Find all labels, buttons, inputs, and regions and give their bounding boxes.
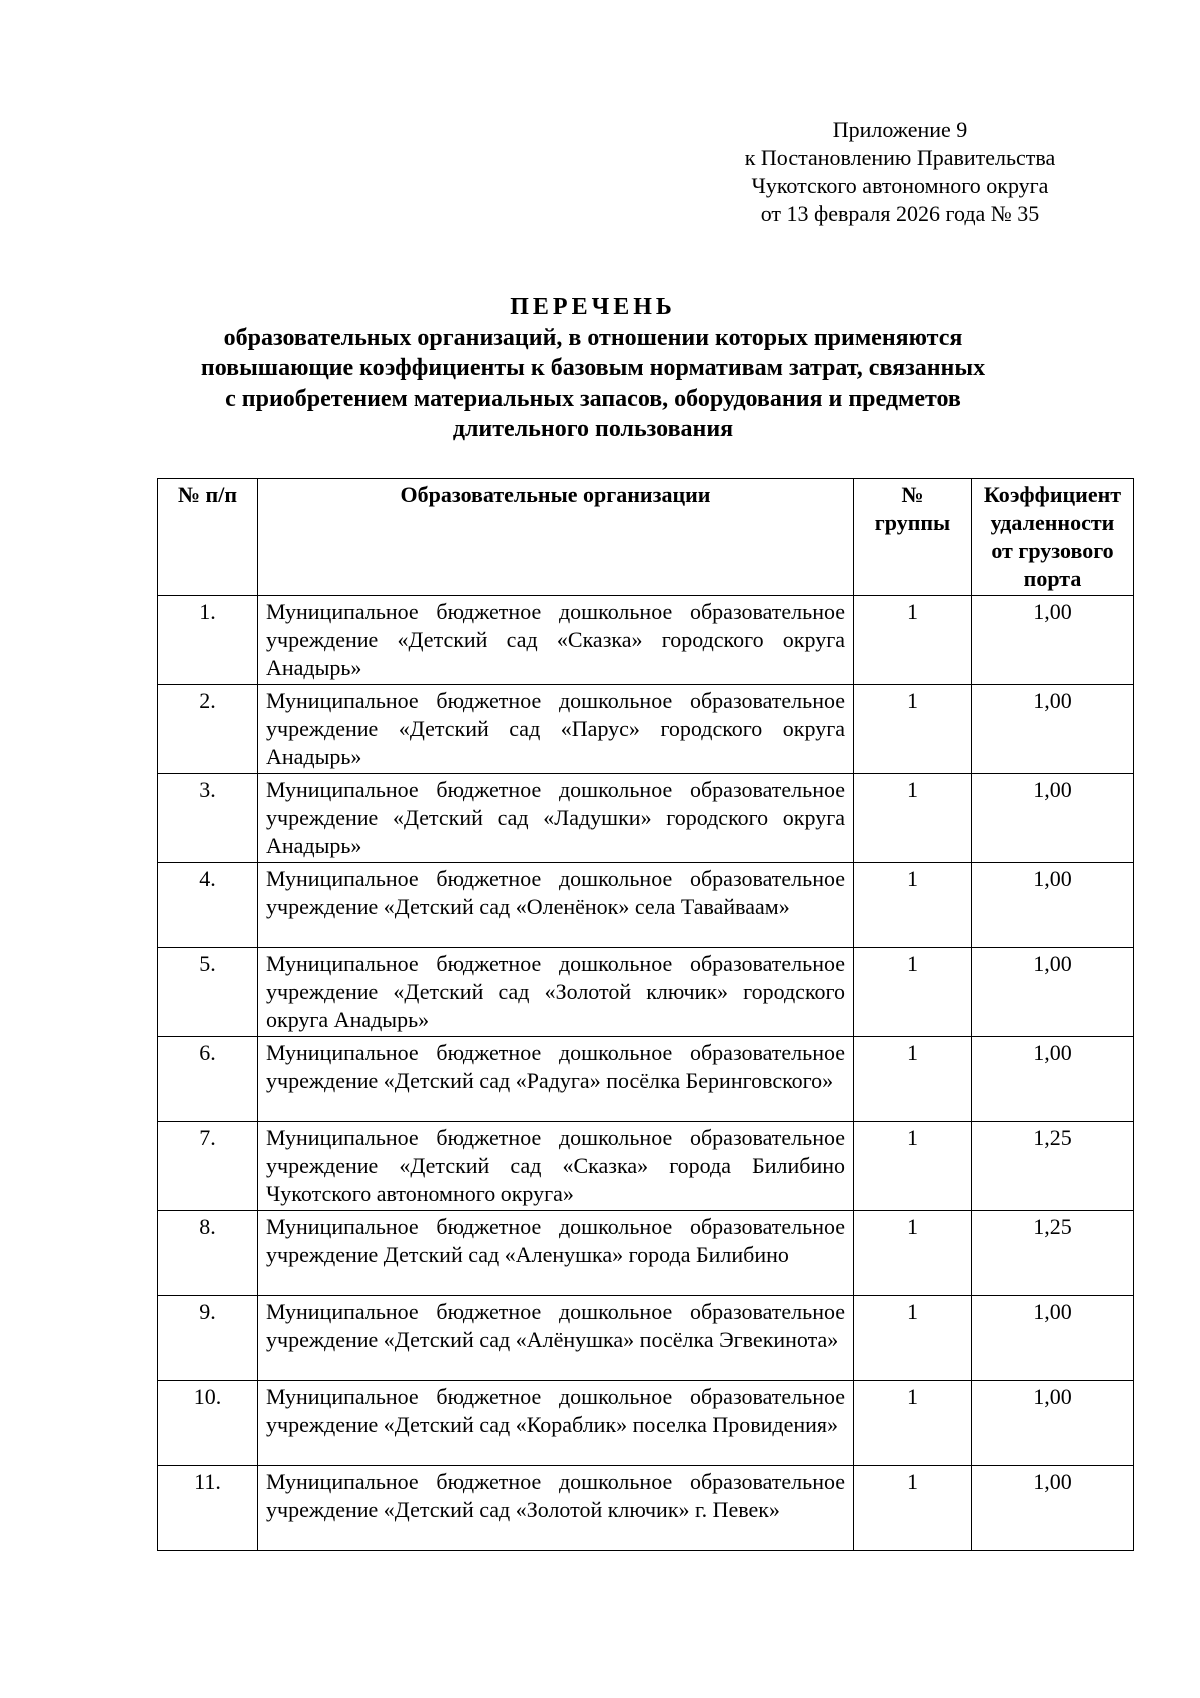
row-group: 1 (854, 1381, 972, 1466)
table-row (158, 1122, 1134, 1211)
row-org: Муниципальное бюджетное дошкольное образовательное учреждение «Детский сад «Ладушки» городского округа Анадырь» (258, 774, 854, 863)
row-coef: 1,00 (972, 948, 1134, 1037)
row-org: Муниципальное бюджетное дошкольное образовательное учреждение «Детский сад «Алёнушка» посёлка Эгвекинота» (258, 1296, 854, 1381)
document-subtitle-line: образовательных организаций, в отношении которых применяются (223, 324, 963, 351)
row-coef: 1,00 (972, 596, 1134, 685)
row-org: Муниципальное бюджетное дошкольное образовательное учреждение «Детский сад «Сказка» городского округа Анадырь» (258, 596, 854, 685)
row-num: 2. (158, 685, 258, 774)
table-row (158, 1296, 1134, 1381)
row-group: 1 (854, 948, 972, 1037)
table-header-row (158, 479, 1134, 596)
document-title: ПЕРЕЧЕНЬ (510, 294, 676, 320)
row-coef: 1,25 (972, 1122, 1134, 1211)
organizations-table (157, 478, 1134, 1551)
document-subtitle-line: длительного пользования (452, 416, 734, 442)
row-coef: 1,00 (972, 1296, 1134, 1381)
row-org: Муниципальное бюджетное дошкольное образовательное учреждение «Детский сад «Золотой ключик» г. Певек» (258, 1466, 854, 1551)
table-row (158, 863, 1134, 948)
appendix-line: к Постановлению Правительства (744, 145, 1056, 170)
row-group: 1 (854, 596, 972, 685)
row-org: Муниципальное бюджетное дошкольное образовательное учреждение «Детский сад «Оленёнок» села Тавайваам» (258, 863, 854, 948)
row-org: Муниципальное бюджетное дошкольное образовательное учреждение «Детский сад «Золотой ключик» городского округа Анадырь» (258, 948, 854, 1037)
row-num: 4. (158, 863, 258, 948)
row-coef: 1,00 (972, 1466, 1134, 1551)
header-num: № п/п (158, 479, 258, 596)
row-group: 1 (854, 1122, 972, 1211)
row-coef: 1,25 (972, 1211, 1134, 1296)
row-num: 8. (158, 1211, 258, 1296)
document-heading (140, 292, 1046, 445)
row-group: 1 (854, 863, 972, 948)
row-group: 1 (854, 1466, 972, 1551)
row-num: 3. (158, 774, 258, 863)
row-org: Муниципальное бюджетное дошкольное образовательное учреждение «Детский сад «Радуга» посёлка Беринговского» (258, 1037, 854, 1122)
row-num: 10. (158, 1381, 258, 1466)
row-num: 9. (158, 1296, 258, 1381)
row-group: 1 (854, 685, 972, 774)
appendix-line: Приложение 9 (832, 117, 968, 142)
table-row (158, 948, 1134, 1037)
table-row (158, 1211, 1134, 1296)
row-coef: 1,00 (972, 774, 1134, 863)
document-subtitle-line: повышающие коэффициенты к базовым нормативам затрат, связанных (200, 355, 986, 381)
header-coef: Коэффициент удаленности от грузового порта (972, 479, 1134, 596)
table-row (158, 1381, 1134, 1466)
row-group: 1 (854, 1296, 972, 1381)
row-num: 1. (158, 596, 258, 685)
table-row (158, 1466, 1134, 1551)
row-coef: 1,00 (972, 685, 1134, 774)
document-subtitle-line: с приобретением материальных запасов, оборудования и предметов (225, 385, 961, 412)
appendix-block (700, 116, 1100, 228)
header-group: № группы (854, 479, 972, 596)
header-org: Образовательные организации (258, 479, 854, 596)
row-group: 1 (854, 1037, 972, 1122)
row-num: 5. (158, 948, 258, 1037)
row-group: 1 (854, 774, 972, 863)
row-org: Муниципальное бюджетное дошкольное образовательное учреждение «Детский сад «Сказка» города Билибино Чукотского автономного округа» (258, 1122, 854, 1211)
table-row (158, 1037, 1134, 1122)
table-row (158, 596, 1134, 685)
row-coef: 1,00 (972, 1037, 1134, 1122)
row-group: 1 (854, 1211, 972, 1296)
row-org: Муниципальное бюджетное дошкольное образовательное учреждение «Детский сад «Парус» городского округа Анадырь» (258, 685, 854, 774)
row-num: 7. (158, 1122, 258, 1211)
table-row (158, 685, 1134, 774)
row-num: 11. (158, 1466, 258, 1551)
row-num: 6. (158, 1037, 258, 1122)
row-coef: 1,00 (972, 1381, 1134, 1466)
appendix-line: Чукотского автономного округа (751, 173, 1049, 198)
table-row (158, 774, 1134, 863)
row-org: Муниципальное бюджетное дошкольное образовательное учреждение «Детский сад «Кораблик» поселка Провидения» (258, 1381, 854, 1466)
appendix-line: от 13 февраля 2026 года № 35 (760, 201, 1040, 226)
row-coef: 1,00 (972, 863, 1134, 948)
row-org: Муниципальное бюджетное дошкольное образовательное учреждение Детский сад «Аленушка» города Билибино (258, 1211, 854, 1296)
